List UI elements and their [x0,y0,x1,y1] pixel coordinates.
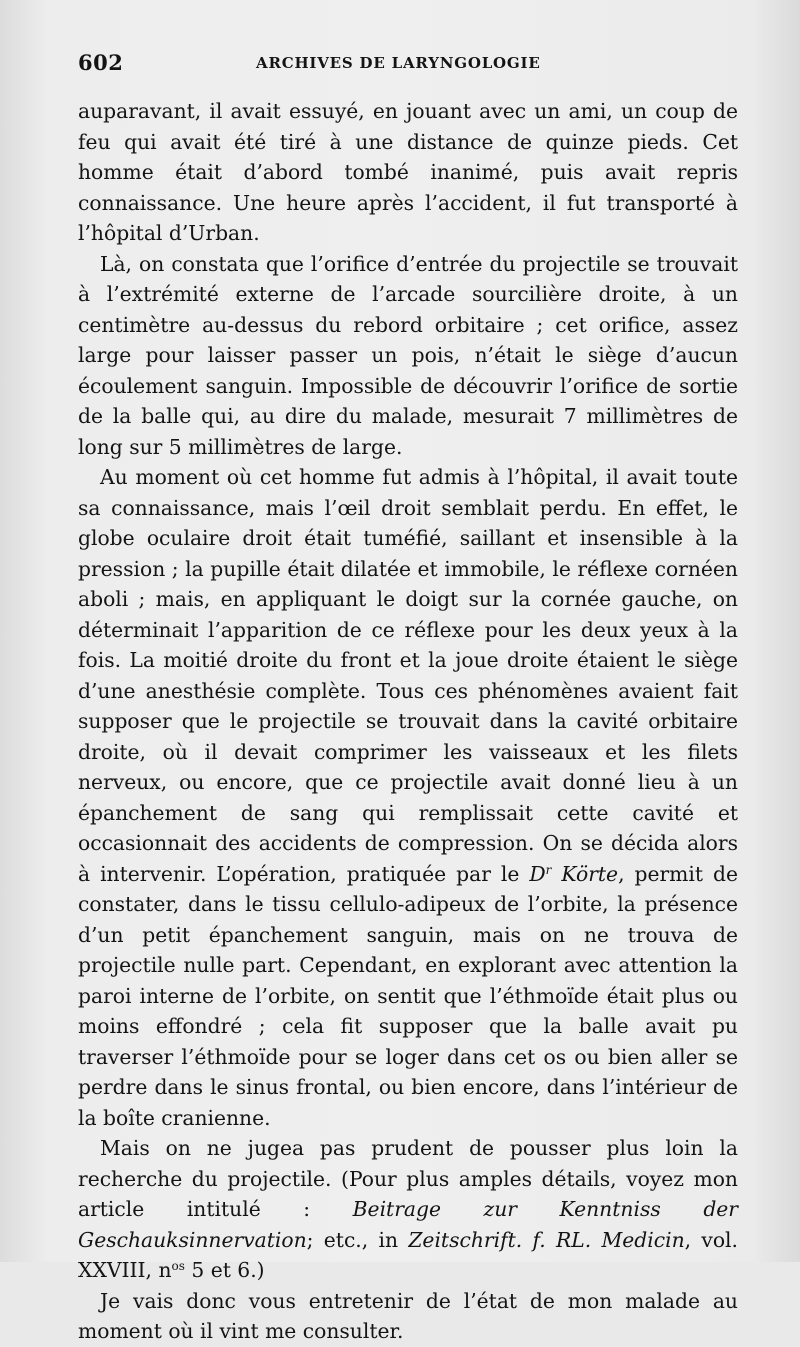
page-number: 602 [78,50,124,75]
numero-sup: os [171,1259,185,1273]
paragraph-1: auparavant, il avait essuyé, en jouant avec un ami, un coup de feu qui avait été tiré à une distance de quinze pieds. Cet homme était d’abord tombé inanimé, puis avait repris connaissance. Une heure après l’accident, il fut transporté à l’hôpital d’Urban. [78,99,738,245]
body-text [78,96,738,1347]
paragraph-4-text-a: Mais on ne jugea pas prudent de pousser plus loin la recherche du projectile. (Pour plus amples détails, voyez mon article intitulé : [78,1136,738,1221]
journal-title: Zeitschrift. f. RL. Medicin [408,1227,685,1252]
paragraph-3 [78,462,738,1133]
running-title: ARCHIVES DE LARYNGOLOGIE [256,54,541,72]
page-header [78,50,728,78]
doctor-name: Körte [551,861,619,886]
paragraph-4-text-b: ; etc., in [306,1227,409,1252]
doctor-abbrev [529,862,551,886]
paragraph-3-text-a: Au moment où cet homme fut admis à l’hôpital, il avait toute sa connaissance, mais l’œil droit semblait perdu. En effet, le globe oculaire droit était tuméfié, saillant et insensible à la pression ; la pupille était dilatée et immobile, le réflexe cornéen aboli ; mais, en appliquant le doigt sur la cornée gauche, on déterminait l’apparition de ce réflexe pour les deux yeux à la fois. La moitié droite du front et la joue droite étaient le siège d’une anesthésie complète. Tous ces phénomènes avaient fait supposer que le projectile se trouvait dans la cavité orbitaire droite, où il devait comprimer les vaisseaux et les filets nerveux, ou encore, que ce projectile avait donné lieu à un épanchement de sang qui remplissait cette cavité et occasionnait des accidents de compression. On se décida alors à intervenir. L’opération, pratiquée par le [78,465,738,886]
doctor-abbrev-letter: D [529,861,546,886]
article-title: Beitrage zur Kenntniss der Geschauksinnervation [78,1197,738,1252]
doctor-abbrev-sup: r [545,862,552,877]
paragraph-3-text-b: , permit de constater, dans le tissu cellulo-adipeux de l’orbite, la présence d’un petit épanchement sanguin, mais on ne trouva de projectile nulle part. Cependant, en explorant avec attention la paroi interne de l’orbite, on sentit que l’éthmoïde était plus ou moins effondré ; cela fit supposer que la balle avait pu traverser l’éthmoïde pour se loger dans cet os ou bien aller se perdre dans le sinus frontal, ou bien encore, dans l’intérieur de la boîte cranienne. [78,861,738,1130]
paragraph-4-text-c: , vol. XXVIII, n [78,1227,738,1282]
paragraph-4 [78,1133,738,1286]
paragraph-2: Là, on constata que l’orifice d’entrée du projectile se trouvait à l’extrémité externe de l’arcade sourcilière droite, à un centimètre au-dessus du rebord orbitaire ; cet orifice, assez large pour laisser passer un pois, n’était le siège d’aucun écoulement sanguin. Impossible de découvrir l’orifice de sortie de la balle qui, au dire du malade, mesurait 7 millimètres de long sur 5 millimètres de large. [78,251,738,459]
paragraph-4-text-d: 5 et 6.) [184,1258,265,1282]
paragraph-5: Je vais donc vous entretenir de l’état de mon malade au moment où il vint me consulter. [78,1288,738,1343]
